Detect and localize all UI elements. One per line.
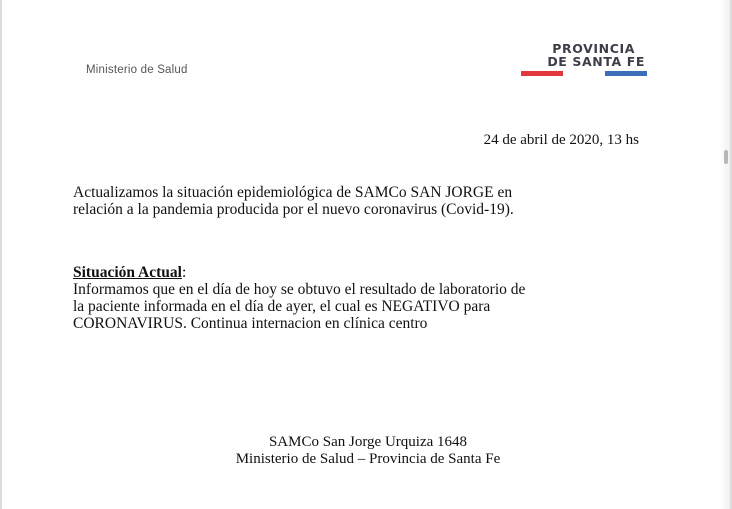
situation-line-3: CORONAVIRUS. Continua internacion en clínica centro xyxy=(73,315,428,332)
logo-color-bars xyxy=(521,71,647,77)
situation-colon: : xyxy=(181,264,187,281)
logo-red-bar xyxy=(521,71,563,76)
date-line: 24 de abril de 2020, 13 hs xyxy=(483,132,639,148)
situation-heading xyxy=(73,264,663,281)
intro-line-1: Actualizamos la situación epidemiológica de SAMCo SAN JORGE en xyxy=(73,184,513,201)
situation-title: Situación Actual xyxy=(73,264,182,281)
situation-section xyxy=(73,264,663,332)
footer-address: SAMCo San Jorge Urquiza 1648 xyxy=(268,434,468,450)
situation-line-1: Informamos que en el día de hoy se obtuvo el resultado de laboratorio de xyxy=(73,281,526,298)
logo-text-provincia: PROVINCIA xyxy=(552,41,635,56)
intro-paragraph xyxy=(73,184,663,218)
signature-footer xyxy=(2,434,732,468)
provincia-santa-fe-logo xyxy=(521,42,647,77)
footer-ministry: Ministerio de Salud – Provincia de Santa Fe xyxy=(235,451,501,467)
scrollbar-thumb[interactable] xyxy=(724,150,728,164)
intro-line-2: relación a la pandemia producida por el nuevo coronavirus (Covid-19). xyxy=(73,201,514,218)
logo-blue-bar xyxy=(605,71,647,76)
logo-text-santa-fe: DE SANTA FE xyxy=(547,54,645,69)
ministry-label: Ministerio de Salud xyxy=(86,64,188,76)
situation-line-2: la paciente informada en el día de ayer, el cual es NEGATIVO para xyxy=(73,298,491,315)
scrollbar-track[interactable] xyxy=(720,0,730,509)
